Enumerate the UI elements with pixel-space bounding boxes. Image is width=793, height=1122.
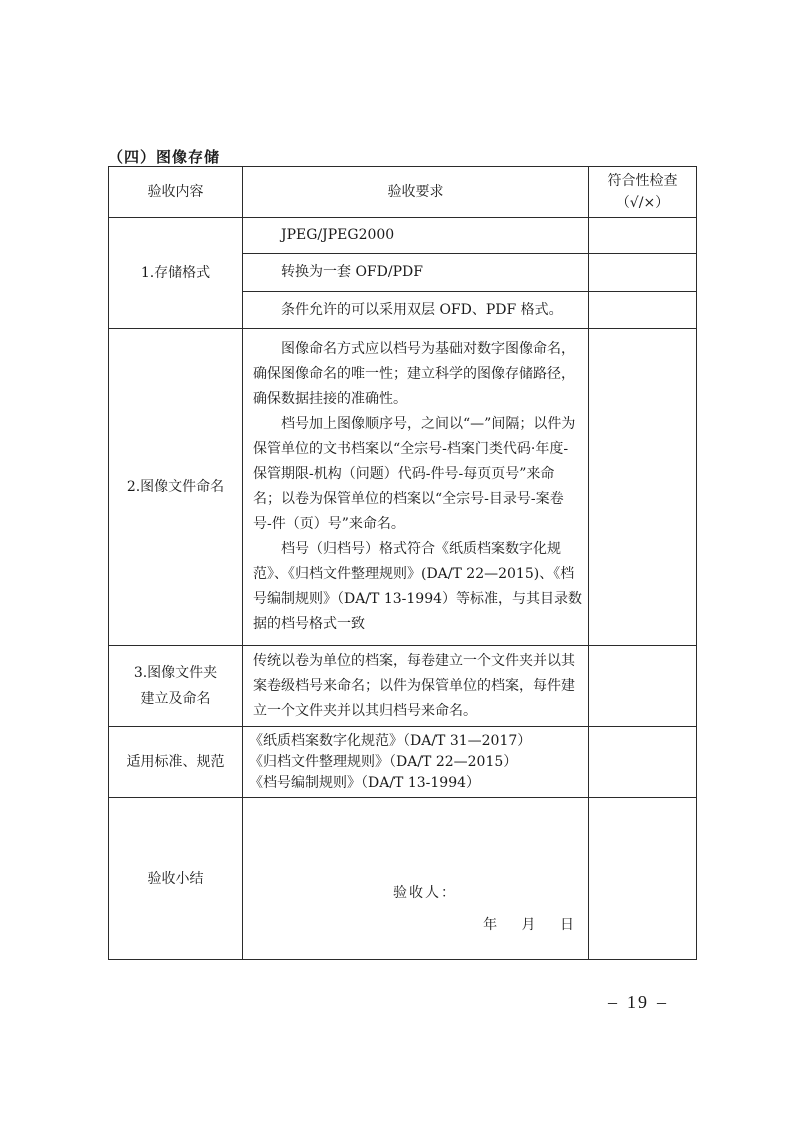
standards-item: 《纸质档案数字化规范》（DA/T 31—2017） [249,732,532,749]
header-requirement: 验收要求 [243,167,589,218]
check-cell[interactable] [589,328,697,646]
check-cell[interactable] [589,646,697,727]
check-cell[interactable] [589,217,697,253]
date-label: 年 月 日 [483,917,576,934]
check-cell[interactable] [589,798,697,960]
header-check-title: 符合性检查 [607,172,678,189]
standards-list [243,727,589,798]
file-naming-label: 2.图像文件命名 [109,328,243,646]
folder-naming-label [109,646,243,727]
table-header-row [109,167,697,218]
file-naming-requirement [243,328,589,646]
storage-format-row-1 [109,217,697,253]
header-check [589,167,697,218]
folder-naming-label-line: 3.图像文件夹 [133,665,218,682]
check-cell[interactable] [589,727,697,798]
check-cell[interactable] [589,253,697,291]
standards-label: 适用标准、规范 [109,727,243,798]
file-naming-row [109,328,697,646]
standards-item: 《档号编制规则》（DA/T 13-1994） [249,774,481,791]
file-naming-paragraph: 档号（归档号）格式符合《纸质档案数字化规范》、《归档文件整理规则》(DA/T 22—2015)、《档号编制规则》（DA/T 13-1994）等标准，与其目录数据的档号格式一致 [253,541,583,633]
storage-format-item: 转换为一套 OFD/PDF [243,253,589,291]
folder-naming-requirement: 传统以卷为单位的档案，每卷建立一个文件夹并以其案卷级档号来命名；以件为保管单位的档案，每件建立一个文件夹并以其归档号来命名。 [243,646,589,727]
storage-format-label: 1.存储格式 [109,217,243,328]
storage-format-item: 条件允许的可以采用双层 OFD、PDF 格式。 [243,292,589,328]
folder-naming-label-line: 建立及命名 [140,691,211,708]
signer-label: 验收人： [393,885,457,902]
standards-item: 《归档文件整理规则》（DA/T 22—2015） [249,753,518,770]
page-number-value: 19 [627,992,649,1012]
check-cell[interactable] [589,292,697,328]
standards-row [109,727,697,798]
section-title: （四）图像存储 [108,148,221,166]
storage-format-item: JPEG/JPEG2000 [243,217,589,253]
summary-label: 验收小结 [109,798,243,960]
page-number: – 19 – [608,992,668,1012]
header-check-marks: （√/×） [615,194,670,211]
folder-naming-row [109,646,697,727]
file-naming-paragraph: 档号加上图像顺序号，之间以“—”间隔；以件为保管单位的文书档案以“全宗号-档案门类代码·年度-保管期限-机构（问题）代码-件号-每页页号”来命名；以卷为保管单位的档案以“全宗号-目录号-案卷号-件（页）号”来命名。 [253,416,576,533]
summary-row [109,798,697,960]
acceptance-table [108,166,697,960]
summary-cell[interactable] [243,798,589,960]
file-naming-paragraph: 图像命名方式应以档号为基础对数字图像命名，确保图像命名的唯一性；建立科学的图像存储路径，确保数据挂接的准确性。 [253,341,575,408]
header-content: 验收内容 [109,167,243,218]
